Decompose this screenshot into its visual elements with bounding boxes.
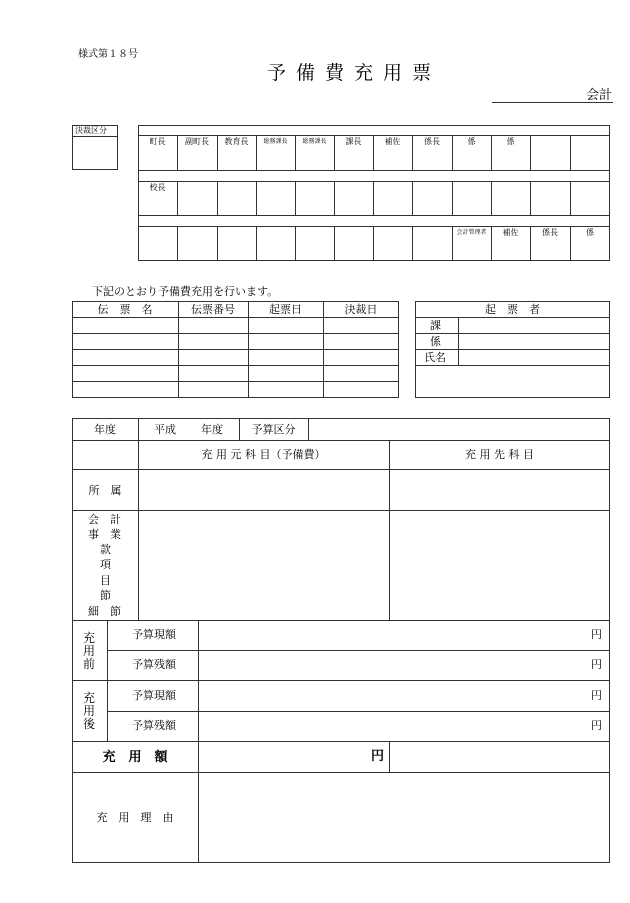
drafter-row-label: 氏名 — [424, 351, 446, 364]
voucher-header: 伝票番号 — [191, 303, 235, 316]
account-line: 会 計 — [88, 513, 121, 526]
stamp-label: 会計管理者 — [456, 229, 487, 236]
stamp-label: 総務課長 — [302, 138, 327, 145]
allocation-amount-label: 充 用 額 — [102, 750, 168, 765]
stamp-label: 総務課長 — [263, 138, 288, 145]
stamp-label: 係長 — [424, 137, 440, 146]
yen-unit: 円 — [591, 689, 602, 702]
stamp-label: 副町長 — [185, 137, 209, 146]
approval-class-label: 決裁区分 — [75, 126, 107, 135]
stamp-label: 補佐 — [384, 137, 401, 146]
drafter-header: 起 票 者 — [485, 303, 540, 316]
affiliation-label: 所 属 — [88, 484, 122, 497]
source-account-header: 充 用 元 科 目（予備費） — [201, 448, 326, 461]
account-line: 節 — [100, 589, 111, 602]
stamp-label: 町長 — [149, 137, 166, 146]
yen-unit: 円 — [591, 658, 602, 671]
voucher-header: 起票日 — [269, 303, 302, 316]
stamp-label: 補佐 — [502, 228, 519, 237]
year-label: 年度 — [94, 423, 116, 436]
account-line: 細 節 — [88, 605, 121, 618]
account-line: 款 — [100, 543, 111, 556]
account-line: 項 — [100, 558, 111, 571]
before-allocation-label: 充用前 — [82, 631, 95, 671]
stamp-label-principal: 校長 — [149, 183, 166, 192]
year-label-2: 年度 — [201, 423, 223, 436]
era-label: 平成 — [154, 423, 176, 436]
budget-current-label: 予算現額 — [132, 689, 176, 702]
stamp-label: 係 — [467, 137, 476, 146]
department-suffix: 会計 — [586, 88, 613, 103]
budget-remaining-label: 予算残額 — [132, 719, 176, 732]
stamp-label: 教育長 — [224, 137, 249, 146]
statement-text: 下記のとおり予備費充用を行います。 — [92, 285, 279, 298]
form-number: 様式第１８号 — [78, 49, 138, 60]
stamp-label: 課長 — [345, 137, 362, 146]
voucher-header: 伝 票 名 — [97, 303, 153, 316]
yen-unit: 円 — [591, 719, 602, 732]
voucher-header: 決裁日 — [344, 303, 378, 316]
after-allocation-label: 充用後 — [82, 691, 95, 731]
drafter-row-label: 課 — [430, 319, 441, 332]
budget-class-label: 予算区分 — [251, 423, 296, 436]
allocation-reason-label: 充 用 理 由 — [96, 811, 174, 824]
page-title: 予 備 費 充 用 票 — [266, 62, 434, 84]
destination-account-header: 充 用 先 科 目 — [465, 448, 534, 461]
allocation-amount-yen: 円 — [371, 749, 385, 764]
stamp-label: 係 — [506, 137, 515, 146]
stamp-label: 係 — [586, 228, 594, 237]
account-line: 事 業 — [88, 528, 121, 541]
stamp-label: 係長 — [542, 228, 558, 237]
drafter-row-label: 係 — [430, 335, 441, 348]
budget-remaining-label: 予算残額 — [132, 658, 176, 671]
budget-current-label: 予算現額 — [132, 628, 176, 641]
yen-unit: 円 — [591, 628, 602, 641]
account-line: 目 — [100, 574, 111, 587]
